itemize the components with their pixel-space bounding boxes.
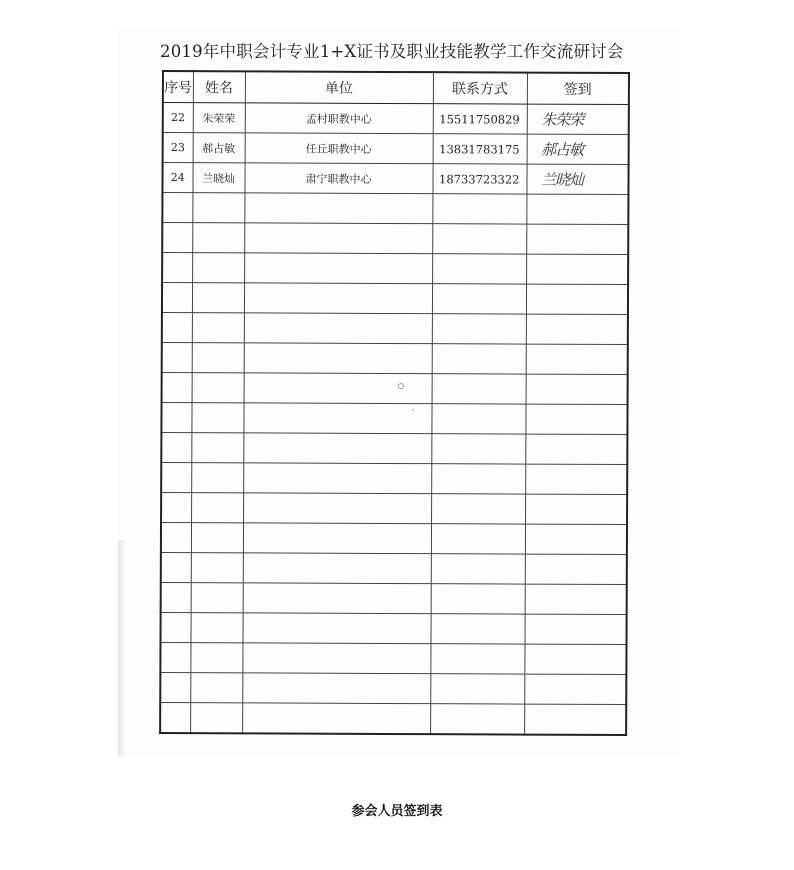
empty-cell bbox=[431, 494, 525, 524]
signature-cell: 兰晓灿 bbox=[526, 164, 628, 194]
empty-cell bbox=[191, 463, 243, 493]
empty-cell bbox=[526, 254, 628, 284]
scan-speck bbox=[398, 383, 404, 389]
empty-cell bbox=[192, 343, 244, 373]
header-signature: 签到 bbox=[527, 73, 629, 105]
seq-cell: 24 bbox=[162, 163, 192, 193]
seq-cell: 22 bbox=[163, 103, 193, 133]
empty-cell bbox=[526, 224, 628, 254]
empty-cell bbox=[525, 404, 627, 434]
empty-cell bbox=[243, 403, 431, 434]
empty-cell bbox=[243, 523, 431, 554]
empty-cell bbox=[192, 223, 244, 253]
empty-cell bbox=[162, 193, 192, 223]
empty-table-row bbox=[162, 373, 628, 405]
contact-cell: 18733723322 bbox=[432, 164, 526, 194]
name-cell: 兰晓灿 bbox=[192, 163, 244, 193]
empty-cell bbox=[525, 584, 627, 614]
empty-cell bbox=[430, 674, 524, 704]
contact-cell: 15511750829 bbox=[433, 104, 527, 134]
empty-cell bbox=[432, 254, 526, 284]
empty-cell bbox=[162, 253, 192, 283]
empty-table-row bbox=[162, 283, 628, 315]
empty-cell bbox=[431, 404, 525, 434]
empty-cell bbox=[524, 644, 626, 674]
empty-cell bbox=[525, 464, 627, 494]
empty-table-row bbox=[162, 313, 628, 345]
empty-cell bbox=[525, 494, 627, 524]
header-seq: 序号 bbox=[163, 71, 193, 103]
empty-cell bbox=[191, 433, 243, 463]
empty-cell bbox=[432, 374, 526, 404]
page-caption: 参会人员签到表 bbox=[351, 804, 443, 819]
empty-cell bbox=[432, 314, 526, 344]
empty-table-row bbox=[160, 672, 626, 704]
empty-cell bbox=[432, 194, 526, 224]
empty-cell bbox=[244, 313, 432, 344]
empty-cell bbox=[192, 373, 244, 403]
empty-table-row bbox=[161, 582, 627, 614]
empty-cell bbox=[243, 463, 431, 494]
name-cell: 朱荣荣 bbox=[193, 103, 245, 133]
empty-cell bbox=[161, 552, 191, 582]
header-contact: 联系方式 bbox=[433, 72, 527, 104]
empty-cell bbox=[526, 194, 628, 224]
scanned-sign-in-sheet bbox=[118, 28, 678, 756]
empty-cell bbox=[525, 524, 627, 554]
empty-table-row bbox=[160, 642, 626, 674]
empty-cell bbox=[161, 493, 191, 523]
empty-cell bbox=[524, 704, 626, 735]
empty-cell bbox=[161, 433, 191, 463]
sign-in-table bbox=[159, 70, 630, 736]
empty-cell bbox=[524, 674, 626, 704]
empty-cell bbox=[243, 613, 431, 644]
unit-cell: 任丘职教中心 bbox=[245, 133, 433, 164]
empty-cell bbox=[526, 344, 628, 374]
empty-cell bbox=[243, 583, 431, 614]
empty-cell bbox=[244, 343, 432, 374]
empty-cell bbox=[431, 584, 525, 614]
empty-cell bbox=[243, 553, 431, 584]
header-name: 姓名 bbox=[193, 71, 245, 103]
table-row bbox=[163, 133, 629, 165]
empty-cell bbox=[431, 434, 525, 464]
contact-cell: 13831783175 bbox=[433, 134, 527, 164]
empty-table-row bbox=[161, 463, 627, 495]
table-row bbox=[162, 163, 628, 195]
empty-cell bbox=[242, 643, 430, 674]
empty-cell bbox=[161, 403, 191, 433]
empty-cell bbox=[191, 523, 243, 553]
name-cell: 郝占敏 bbox=[193, 133, 245, 163]
empty-cell bbox=[525, 434, 627, 464]
table-header-row bbox=[163, 71, 629, 105]
empty-table-row bbox=[161, 403, 627, 435]
empty-table-row bbox=[162, 253, 628, 285]
empty-cell bbox=[430, 704, 524, 735]
empty-cell bbox=[430, 614, 524, 644]
empty-cell bbox=[192, 313, 244, 343]
empty-cell bbox=[162, 343, 192, 373]
empty-cell bbox=[192, 253, 244, 283]
empty-cell bbox=[161, 523, 191, 553]
empty-cell bbox=[524, 614, 626, 644]
empty-cell bbox=[160, 642, 190, 672]
empty-cell bbox=[160, 672, 190, 702]
empty-cell bbox=[243, 493, 431, 524]
blank-rows bbox=[160, 193, 628, 736]
empty-cell bbox=[526, 314, 628, 344]
empty-cell bbox=[526, 374, 628, 404]
empty-cell bbox=[432, 284, 526, 314]
empty-cell bbox=[191, 583, 243, 613]
signature-cell: 朱荣荣 bbox=[527, 104, 629, 134]
empty-cell bbox=[244, 283, 432, 314]
unit-cell: 肃宁职教中心 bbox=[244, 163, 432, 194]
empty-cell bbox=[190, 643, 242, 673]
empty-cell bbox=[430, 644, 524, 674]
empty-cell bbox=[191, 613, 243, 643]
empty-cell bbox=[190, 673, 242, 703]
table-row bbox=[163, 103, 629, 135]
empty-cell bbox=[191, 403, 243, 433]
seq-cell: 23 bbox=[163, 133, 193, 163]
document-title: 2019年中职会计专业1+X证书及职业技能教学工作交流研讨会 bbox=[160, 42, 624, 61]
empty-cell bbox=[244, 223, 432, 254]
empty-table-row bbox=[162, 223, 628, 255]
empty-cell bbox=[244, 253, 432, 284]
empty-cell bbox=[162, 283, 192, 313]
empty-cell bbox=[162, 373, 192, 403]
empty-cell bbox=[162, 223, 192, 253]
empty-cell bbox=[161, 582, 191, 612]
empty-table-row bbox=[161, 523, 627, 555]
empty-cell bbox=[160, 702, 190, 733]
empty-cell bbox=[242, 673, 430, 704]
empty-cell bbox=[525, 554, 627, 584]
empty-table-row bbox=[160, 702, 626, 735]
empty-cell bbox=[242, 703, 430, 734]
empty-table-row bbox=[161, 433, 627, 465]
empty-cell bbox=[431, 524, 525, 554]
empty-table-row bbox=[161, 552, 627, 584]
empty-cell bbox=[431, 554, 525, 584]
empty-cell bbox=[190, 703, 242, 734]
empty-cell bbox=[191, 553, 243, 583]
empty-cell bbox=[432, 344, 526, 374]
empty-cell bbox=[431, 464, 525, 494]
empty-table-row bbox=[161, 493, 627, 525]
signature-cell: 郝占敏 bbox=[527, 134, 629, 164]
empty-cell bbox=[192, 283, 244, 313]
empty-cell bbox=[162, 313, 192, 343]
empty-cell bbox=[192, 193, 244, 223]
unit-cell: 孟村职教中心 bbox=[245, 103, 433, 134]
empty-cell bbox=[432, 224, 526, 254]
header-unit: 单位 bbox=[245, 71, 433, 103]
empty-cell bbox=[244, 193, 432, 224]
empty-cell bbox=[191, 493, 243, 523]
empty-cell bbox=[161, 612, 191, 642]
empty-cell bbox=[526, 284, 628, 314]
scan-edge-shadow bbox=[118, 540, 126, 756]
empty-cell bbox=[161, 463, 191, 493]
scan-speck bbox=[412, 409, 414, 411]
empty-cell bbox=[244, 373, 432, 404]
empty-cell bbox=[243, 433, 431, 464]
empty-table-row bbox=[162, 193, 628, 225]
empty-table-row bbox=[161, 612, 627, 644]
empty-table-row bbox=[162, 343, 628, 375]
